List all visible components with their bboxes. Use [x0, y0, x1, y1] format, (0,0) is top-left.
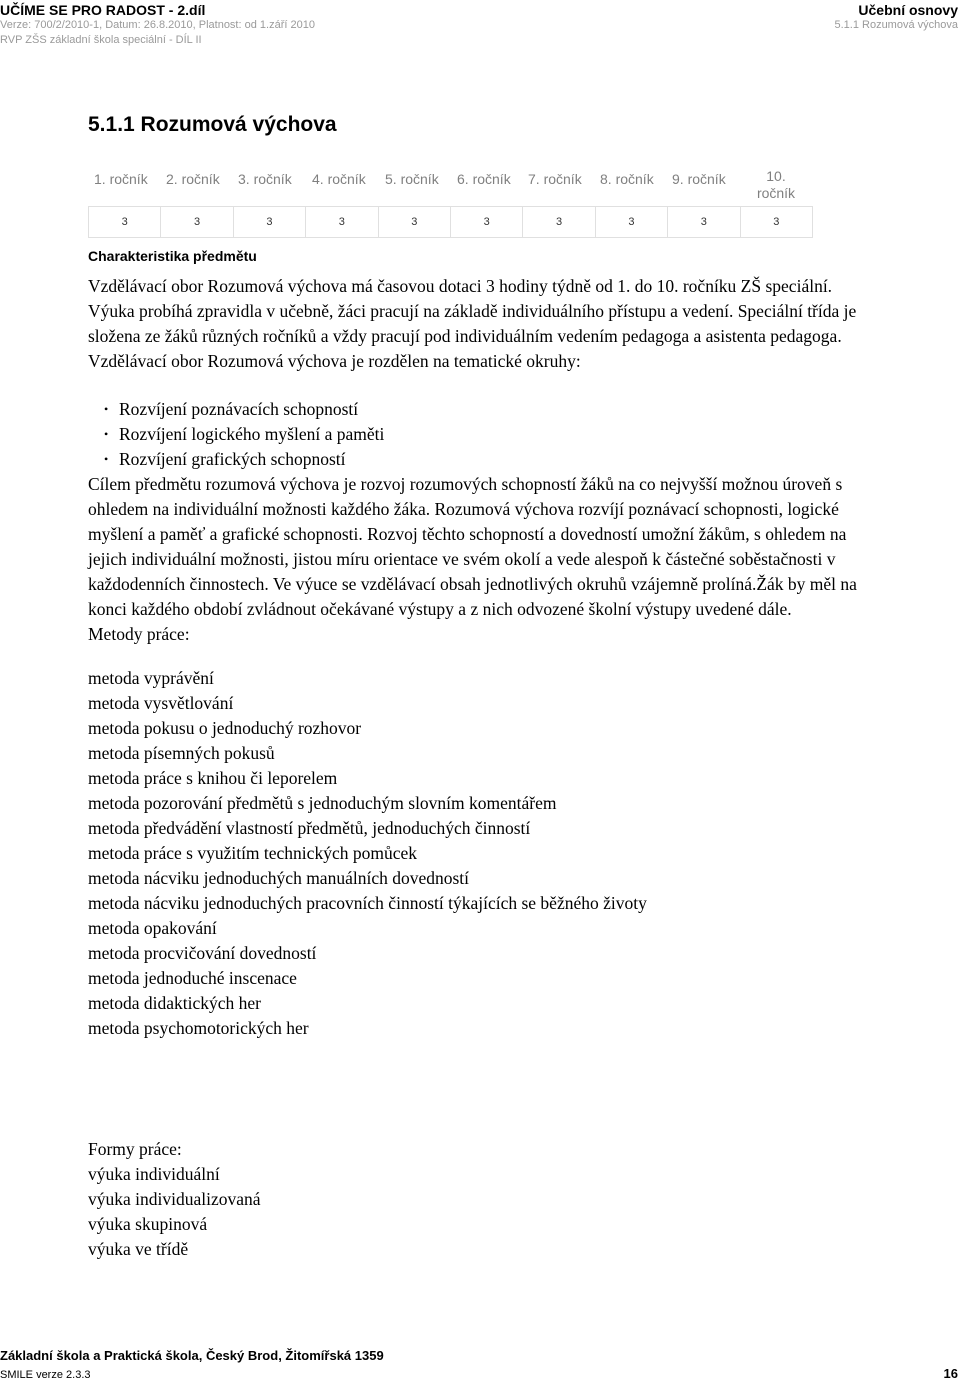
forms-title: Formy práce:	[88, 1139, 182, 1159]
grade-label: 7. ročník	[528, 171, 582, 187]
list-item: metoda pokusu o jednoduchý rozhovor	[88, 718, 362, 738]
list-item: • Rozvíjení logického myšlení a paměti	[104, 424, 385, 444]
list-item: metoda písemných pokusů	[88, 743, 275, 763]
page-number: 16	[943, 1366, 958, 1381]
footer-software-version: SMILE verze 2.3.3	[0, 1369, 91, 1381]
hours-cell: 3	[450, 207, 522, 238]
hours-cell: 3	[523, 207, 595, 238]
list-item: metoda pozorování předmětů s jednoduchým slovním komentářem	[88, 793, 557, 813]
page-heading: 5.1.1 Rozumová výchova	[88, 113, 337, 136]
hours-cell: 3	[306, 207, 378, 238]
list-item: výuka individuální	[88, 1164, 220, 1184]
area-label: Rozvíjení grafických schopností	[119, 449, 346, 469]
list-item: • Rozvíjení grafických schopností	[104, 449, 346, 469]
grade-label: 8. ročník	[600, 171, 654, 187]
grade-label: 5. ročník	[385, 171, 439, 187]
grade-label: 9. ročník	[672, 171, 726, 187]
grade-label: 4. ročník	[312, 171, 366, 187]
list-item: • Rozvíjení poznávacích schopností	[104, 399, 359, 419]
goals-paragraph: Cílem předmětu rozumová výchova je rozvoj rozumových schopností žáků na co nejvyšší možnou úroveň s ohledem na individuální možnosti každého žáka. Rozumová výchova rozvíjí poznávací schopnosti, logické myšlení a paměť a grafické schopnosti. Rozvoj těchto schopností a dovedností umožní žákům, s ohledem na jejich individuální možnosti, jistou míru orientace ve svém okolí a vede alespoň k částečné soběstačnosti v každodenních činnostech. Ve výuce se vzdělávací obsah jednotlivých okruhů vzájemně prolíná.Žák by měl na konci každého období zvládnout očekávané výstupy a z nich odvozené školní výstupy uvedené dále.	[88, 474, 857, 619]
program-line: RVP ZŠS základní škola speciální - DÍL II	[0, 34, 202, 46]
list-item: výuka ve třídě	[88, 1239, 189, 1259]
section-subtitle: 5.1.1 Rozumová výchova	[834, 19, 958, 31]
grade-label: 3. ročník	[238, 171, 292, 187]
hours-row	[89, 207, 813, 238]
list-item: metoda předvádění vlastností předmětů, jednoduchých činností	[88, 818, 531, 838]
hours-cell: 3	[668, 207, 740, 238]
section-title: Učební osnovy	[858, 2, 958, 18]
page-header-right	[834, 0, 958, 33]
footer-school: Základní škola a Praktická škola, Český Brod, Žitomířská 1359	[0, 1348, 384, 1363]
grade-label-last-line2: ročník	[756, 185, 796, 201]
characteristics-title: Charakteristika předmětu	[88, 248, 257, 264]
intro-paragraph: Vzdělávací obor Rozumová výchova má časovou dotaci 3 hodiny týdně od 1. do 10. ročníku ZŠ speciální. Výuka probíhá zpravidla v učebně, žáci pracují na základě individuálního přístupu a vedení. Speciální třída je složena ze žáků různých ročníků a vždy pracují pod individuálním vedením pedagoga a asistenta pedagoga.	[88, 276, 857, 346]
grade-label: 1. ročník	[94, 171, 148, 187]
hours-cell: 3	[161, 207, 233, 238]
hours-cell: 3	[233, 207, 305, 238]
list-item: metoda jednoduché inscenace	[88, 968, 297, 988]
list-item: metoda didaktických her	[88, 993, 261, 1013]
grade-label-last	[751, 168, 801, 202]
hours-cell: 3	[89, 207, 161, 238]
list-item: metoda procvičování dovedností	[88, 943, 317, 963]
grade-label: 6. ročník	[457, 171, 511, 187]
list-item: metoda psychomotorických her	[88, 1018, 309, 1038]
list-item: metoda nácviku jednoduchých pracovních činností týkajících se běžného životy	[88, 893, 647, 913]
list-item: výuka individualizovaná	[88, 1189, 261, 1209]
characteristics-body	[88, 274, 878, 1041]
list-item: metoda práce s knihou či leporelem	[88, 768, 338, 788]
methods-title: Metody práce:	[88, 624, 190, 644]
forms-section	[88, 1137, 878, 1262]
hours-cell: 3	[595, 207, 667, 238]
grade-label: 2. ročník	[166, 171, 220, 187]
list-item: metoda opakování	[88, 918, 217, 938]
areas-list	[88, 397, 878, 472]
document-title: UČÍME SE PRO RADOST - 2.díl	[0, 2, 206, 18]
areas-intro: Vzdělávací obor Rozumová výchova je rozdělen na tematické okruhy:	[88, 351, 581, 371]
list-item: metoda práce s využitím technických pomůcek	[88, 843, 417, 863]
methods-list	[88, 666, 878, 1041]
hours-cell: 3	[740, 207, 812, 238]
hours-cell: 3	[378, 207, 450, 238]
list-item: metoda vyprávění	[88, 668, 214, 688]
page-header-left	[0, 0, 315, 48]
grade-header-row	[88, 168, 813, 206]
version-line: Verze: 700/2/2010-1, Datum: 26.8.2010, Platnost: od 1.září 2010	[0, 19, 315, 31]
list-item: výuka skupinová	[88, 1214, 208, 1234]
hours-table	[88, 206, 813, 238]
list-item: metoda nácviku jednoduchých manuálních dovedností	[88, 868, 470, 888]
area-label: Rozvíjení poznávacích schopností	[119, 399, 359, 419]
list-item: metoda vysvětlování	[88, 693, 234, 713]
grade-label-last-line1: 10.	[766, 168, 786, 184]
area-label: Rozvíjení logického myšlení a paměti	[119, 424, 385, 444]
